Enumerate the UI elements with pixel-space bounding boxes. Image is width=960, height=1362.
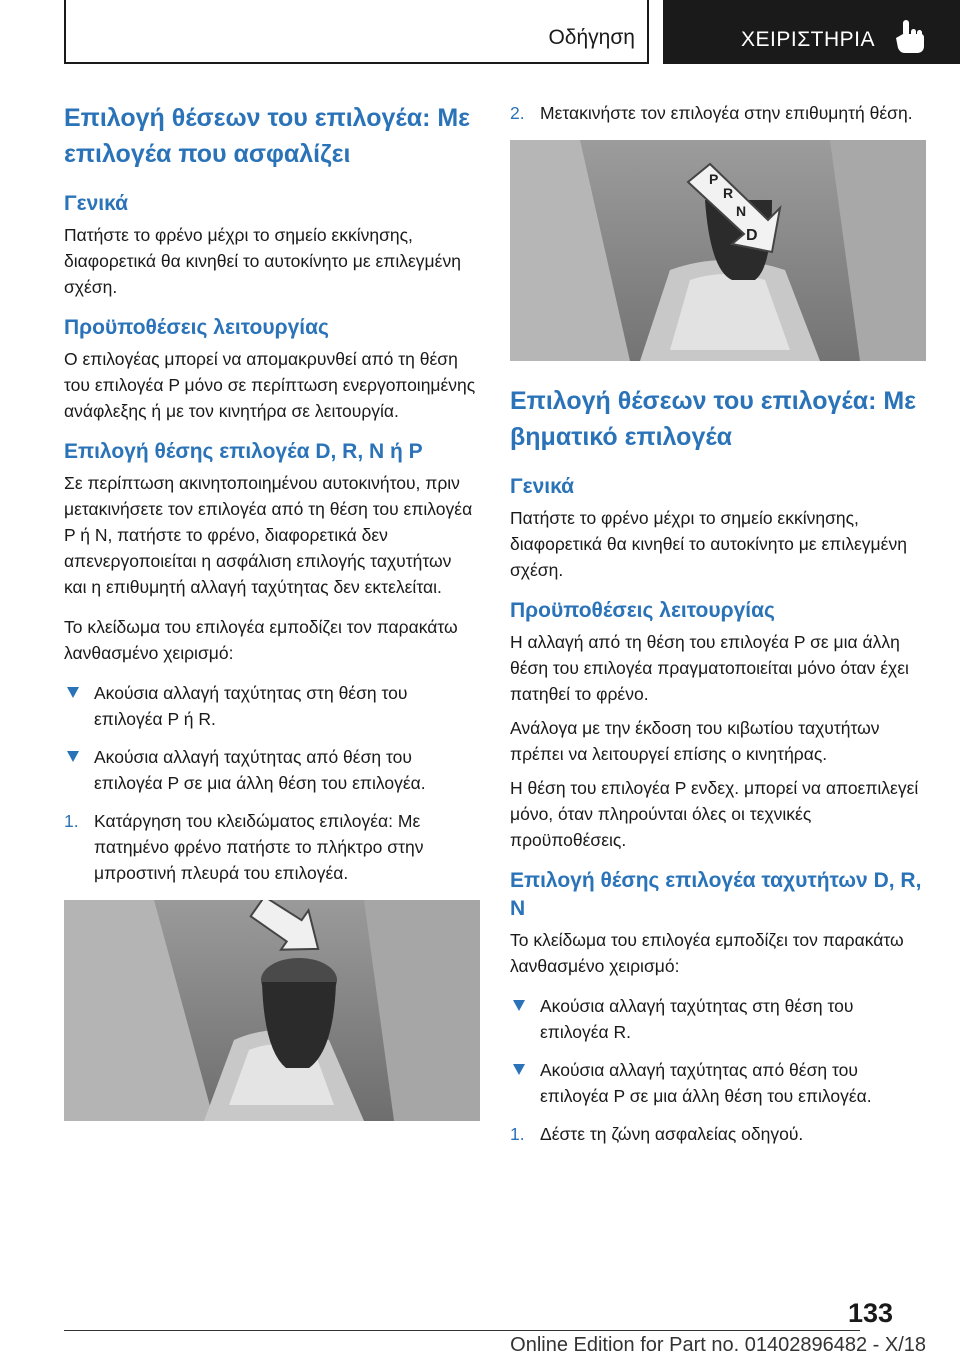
- prerequisites-text: Ο επιλογέας μπορεί να απομακρυνθεί από τη θέση του επιλογέα P μόνο σε περίπτωση ενεργοποιημένης ανάφλεξης ή με τον κινητήρα σε λειτουργία.: [64, 349, 476, 421]
- subheading-general: Γενικά: [64, 192, 129, 215]
- gear-label-p: P: [709, 171, 719, 187]
- list-item: [510, 993, 926, 1045]
- selection-text: Σε περίπτωση ακινητοποιημένου αυτοκινήτου, πριν μετακινήσετε τον επιλογέα από τη θέση του επιλογέα P ή N, πατήστε το φρένο, διαφορετικά δεν απενεργοποιείται η ασφάλιση επιλογής ταχυτήτων και η επιθυμητή αλλαγή ταχύτητας δεν εκτελείται.: [64, 473, 473, 597]
- general-text: Πατήστε το φρένο μέχρι το σημείο εκκίνησης, διαφορετικά θα κινηθεί το αυτοκίνητο με επιλεγμένη σχέση.: [64, 225, 461, 297]
- section-title-step-selector: Επιλογή θέσεων του επιλογέα: Με βηματικό επιλογέα: [510, 387, 917, 451]
- step-item: [64, 808, 476, 886]
- prerequisites-block: [510, 597, 926, 853]
- right-column: [510, 100, 926, 1159]
- lock-intro-text: Το κλείδωμα του επιλογέα εμποδίζει τον παρακάτω λανθασμένο χειρισμό:: [64, 617, 458, 663]
- bullet-text: Ακούσια αλλαγή ταχύτητας από θέση του επιλογέα P σε μια άλλη θέση του επιλογέα.: [540, 1060, 872, 1106]
- bullet-triangle-icon: [513, 1064, 525, 1075]
- list-item: [64, 680, 476, 732]
- section-title-locking-selector: Επιλογή θέσεων του επιλογέα: Με επιλογέα που ασφαλίζει: [64, 104, 471, 168]
- step-text: Δέστε τη ζώνη ασφαλείας οδηγού.: [540, 1124, 804, 1144]
- gear-label-d: D: [746, 227, 758, 244]
- step-text: Μετακινήστε τον επιλογέα στην επιθυμητή θέση.: [540, 103, 913, 123]
- prerequisites-text: Η θέση του επιλογέα P ενδεχ. μπορεί να αποεπιλεγεί μόνο, όταν πληρούνται όλες οι τεχνικές προϋποθέσεις.: [510, 778, 919, 850]
- subheading-select-dnrp: Επιλογή θέσης επιλογέα D, R, N ή P: [64, 440, 423, 463]
- list-item: [510, 1057, 926, 1109]
- subheading-prerequisites: Προϋποθέσεις λειτουργίας: [64, 316, 329, 339]
- gear-label-n: N: [736, 203, 747, 219]
- subheading-prerequisites: Προϋποθέσεις λειτουργίας: [510, 599, 775, 622]
- selection-block: [510, 867, 926, 1147]
- bullet-triangle-icon: [67, 751, 79, 762]
- bullet-text: Ακούσια αλλαγή ταχύτητας στη θέση του επιλογέα P ή R.: [94, 683, 408, 729]
- step-item: [510, 1121, 926, 1147]
- step-item: [510, 100, 926, 126]
- prerequisites-block: [64, 314, 476, 424]
- header-rule-bottom: [64, 62, 649, 64]
- general-block: [510, 473, 926, 583]
- step-text: Κατάργηση του κλειδώματος επιλογέα: Με πατημένο φρένο πατήστε το πλήκτρο στην μπροστινή πλευρά του επιλογέα.: [94, 811, 424, 883]
- page-number: 133: [848, 1298, 894, 1328]
- prerequisites-text: Η αλλαγή από τη θέση του επιλογέα P σε μια άλλη θέση του επιλογέα πραγματοποιείται μόνο όταν έχει πατηθεί το φρένο.: [510, 632, 909, 704]
- header-rule-mid: [647, 0, 649, 64]
- general-text: Πατήστε το φρένο μέχρι το σημείο εκκίνησης, διαφορετικά θα κινηθεί το αυτοκίνητο με επιλεγμένη σχέση.: [510, 508, 907, 580]
- bullet-text: Ακούσια αλλαγή ταχύτητας από θέση του επιλογέα P σε μια άλλη θέση του επιλογέα.: [94, 747, 426, 793]
- header-section-title: Οδήγηση: [548, 26, 635, 49]
- prerequisites-text: Ανάλογα με την έκδοση του κιβωτίου ταχυτήτων πρέπει να λειτουργεί επίσης ο κινητήρας.: [510, 718, 880, 764]
- hand-pointer-icon: [891, 20, 927, 54]
- selection-block: [64, 438, 476, 886]
- bullet-triangle-icon: [513, 1000, 525, 1011]
- step-number: 1.: [510, 1124, 525, 1144]
- step-number: 2.: [510, 103, 525, 123]
- footer-edition-text: Online Edition for Part no. 01402896482 - X/18: [510, 1334, 926, 1356]
- bullet-text: Ακούσια αλλαγή ταχύτητας στη θέση του επιλογέα R.: [540, 996, 854, 1042]
- list-item: [64, 744, 476, 796]
- gear-label-r: R: [723, 185, 734, 201]
- header-chapter-title: ΧΕΙΡΙΣΤΗΡΙΑ: [741, 28, 876, 51]
- subheading-select-dnr: Επιλογή θέσης επιλογέα ταχυτήτων D, R, N: [510, 869, 922, 920]
- bullet-triangle-icon: [67, 687, 79, 698]
- header-chapter-tab: [663, 0, 960, 64]
- general-block: [64, 190, 476, 300]
- subheading-general: Γενικά: [510, 475, 575, 498]
- left-column: [64, 100, 476, 1143]
- footer-rule: [64, 1330, 860, 1331]
- step-number: 1.: [64, 811, 79, 831]
- header-rule-left: [64, 0, 66, 64]
- lock-intro-text: Το κλείδωμα του επιλογέα εμποδίζει τον παρακάτω λανθασμένο χειρισμό:: [510, 930, 904, 976]
- gear-selector-press-photo: [64, 900, 480, 1121]
- gear-positions-photo: [510, 140, 926, 361]
